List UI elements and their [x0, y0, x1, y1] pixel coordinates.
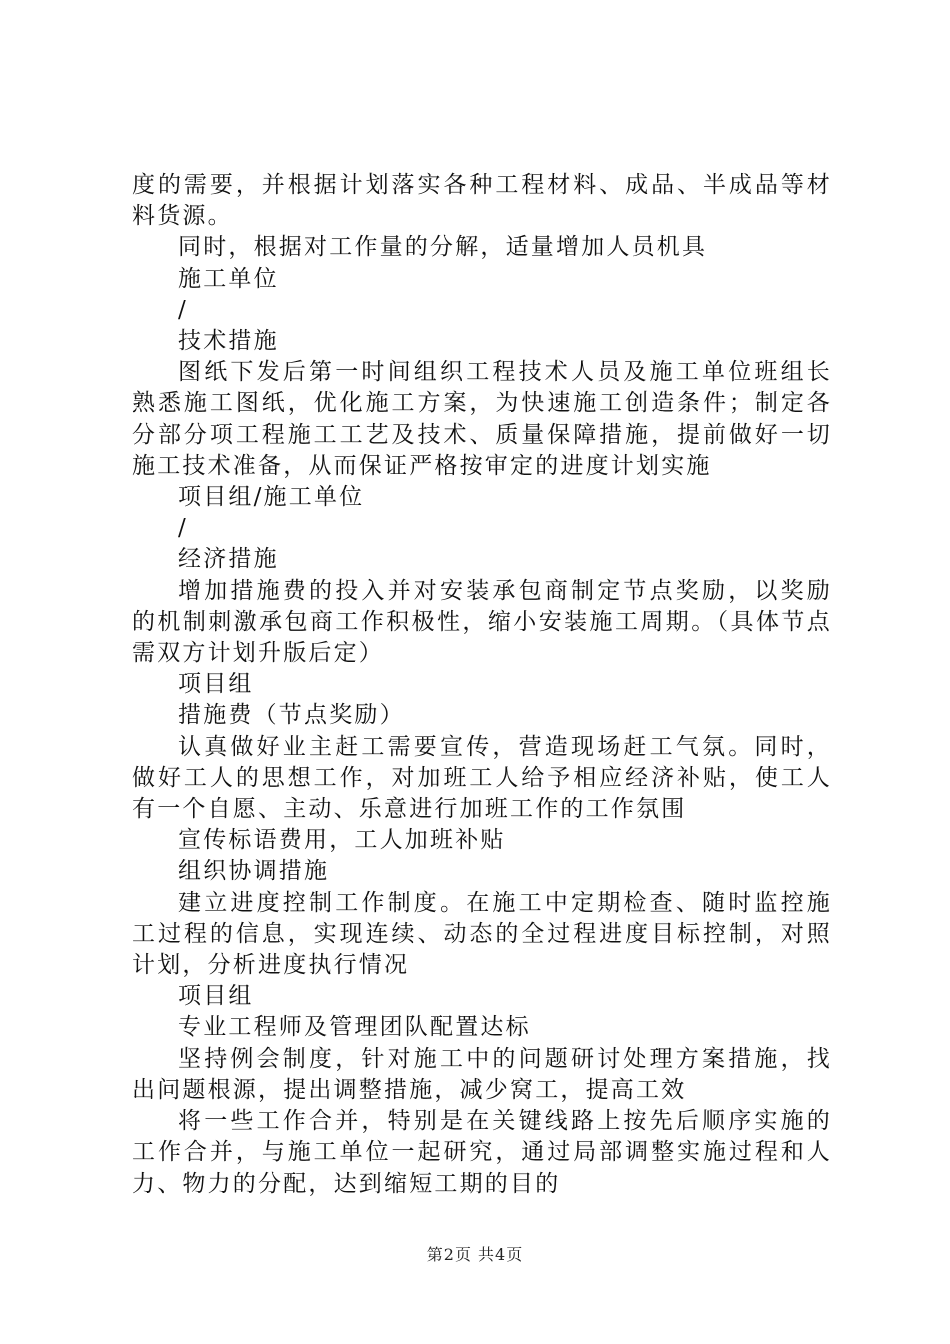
paragraph: 认真做好业主赶工需要宣传，营造现场赶工气氛。同时，做好工人的思想工作，对加班工人给予相应经济补贴，使工人有一个自愿、主动、乐意进行加班工作的工作氛围 [132, 733, 832, 823]
paragraph: 项目组 [178, 671, 254, 698]
paragraph: 宣传标语费用，工人加班补贴 [178, 827, 506, 854]
paragraph: 增加措施费的投入并对安装承包商制定节点奖励，以奖励的机制刺激承包商工作积极性，缩小安装施工周期。（具体节点需双方计划升版后定） [132, 577, 832, 667]
paragraph: 度的需要，并根据计划落实各种工程材料、成品、半成品等材料货源。 [132, 172, 832, 230]
paragraph: / [178, 515, 188, 542]
paragraph: 建立进度控制工作制度。在施工中定期检查、随时监控施工过程的信息，实现连续、动态的全过程进度目标控制，对照计划，分析进度执行情况 [132, 889, 832, 979]
paragraph: 施工单位 [178, 265, 279, 292]
paragraph: 技术措施 [178, 328, 279, 355]
paragraph: 经济措施 [178, 546, 279, 573]
paragraph: 措施费（节点奖励） [178, 702, 405, 729]
paragraph: 图纸下发后第一时间组织工程技术人员及施工单位班组长熟悉施工图纸，优化施工方案，为快速施工创造条件；制定各分部分项工程施工工艺及技术、质量保障措施，提前做好一切施工技术准备，从而保证严格按审定的进度计划实施 [132, 359, 832, 479]
paragraph: 专业工程师及管理团队配置达标 [178, 1014, 531, 1041]
paragraph: / [178, 296, 188, 323]
paragraph: 项目组 [178, 983, 254, 1010]
paragraph: 将一些工作合并，特别是在关键线路上按先后顺序实施的工作合并，与施工单位一起研究，通过局部调整实施过程和人力、物力的分配，达到缩短工期的目的 [132, 1108, 832, 1197]
page-number-footer: 第2页 共4页 [426, 1245, 524, 1264]
paragraph: 项目组/施工单位 [178, 484, 365, 511]
paragraph: 同时，根据对工作量的分解，适量增加人员机具 [178, 234, 708, 261]
paragraph: 组织协调措施 [178, 858, 330, 885]
paragraph: 坚持例会制度，针对施工中的问题研讨处理方案措施，找出问题根源，提出调整措施，减少窝工，提高工效 [132, 1045, 832, 1103]
document-body [132, 170, 832, 1200]
